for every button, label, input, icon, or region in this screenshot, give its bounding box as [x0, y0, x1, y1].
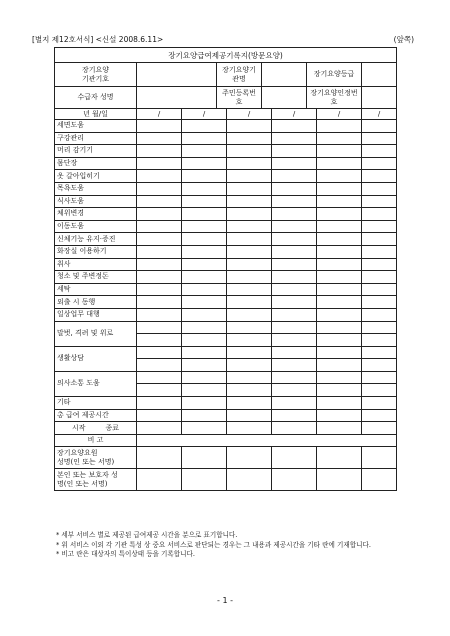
minutes-cell[interactable] [362, 258, 397, 271]
time-cell[interactable] [362, 422, 397, 435]
minutes-cell[interactable] [317, 271, 362, 284]
minutes-cell[interactable] [137, 195, 182, 208]
start-end-label [55, 422, 137, 435]
service-item-label: 신체기능 유지·증진 [55, 233, 137, 246]
minutes-cell[interactable] [272, 208, 317, 221]
minutes-cell[interactable] [182, 233, 227, 246]
minutes-cell[interactable] [182, 195, 227, 208]
minutes-cell[interactable] [317, 409, 362, 422]
resident-no-value[interactable] [262, 87, 307, 109]
minutes-cell[interactable] [137, 208, 182, 221]
minutes-cell[interactable] [137, 245, 182, 258]
minutes-cell[interactable] [227, 258, 272, 271]
table-row [55, 245, 397, 258]
minutes-cell[interactable] [182, 132, 227, 145]
other-label: 기타 [55, 397, 137, 410]
recipient-name-label: 수급자 성명 [55, 87, 137, 109]
minutes-cell[interactable] [362, 245, 397, 258]
minutes-cell[interactable] [227, 296, 272, 309]
minutes-cell[interactable] [182, 120, 227, 133]
minutes-cell[interactable] [272, 132, 317, 145]
recipient-name-value[interactable] [137, 87, 217, 109]
minutes-cell[interactable] [272, 397, 317, 410]
service-item-label: 화장실 이용하기 [55, 245, 137, 258]
minutes-cell[interactable] [182, 157, 227, 170]
minutes-cell[interactable] [182, 371, 227, 384]
service-item-label: 외출 시 동행 [55, 296, 137, 309]
recognition-no-value[interactable] [362, 87, 397, 109]
service-item-label: 일상업무 대행 [55, 308, 137, 321]
table-row [55, 157, 397, 170]
minutes-cell[interactable] [362, 132, 397, 145]
end-label: 종료 [105, 423, 120, 432]
table-row [55, 195, 397, 208]
note-3: * 비고 란은 대상자의 특이상태 등을 기록합니다. [56, 550, 195, 558]
minutes-cell[interactable] [137, 132, 182, 145]
caregiver-sign-label: 장기요양요원 성명(인 또는 서명) [55, 447, 137, 469]
minutes-cell[interactable] [227, 145, 272, 158]
form-number: [별지 제12호서식] <신설 2008.6.11> [32, 35, 164, 44]
minutes-cell[interactable] [182, 334, 227, 347]
table-row [55, 308, 397, 321]
service-item-label: 목욕도움 [55, 182, 137, 195]
minutes-cell[interactable] [272, 182, 317, 195]
note-2: * 위 서비스 이외 각 기관 특성 상 중요 서비스로 판단되는 경우는 그 내용과 제공시간을 기타 란에 기재합니다. [56, 540, 371, 549]
minutes-cell[interactable] [317, 346, 362, 359]
minutes-cell[interactable] [317, 384, 362, 397]
minutes-cell[interactable] [182, 346, 227, 359]
page-side: (앞쪽) [393, 35, 414, 44]
resident-no-label: 주민등록번 호 [217, 87, 262, 109]
service-item-label: 옷 갈아입히기 [55, 170, 137, 183]
minutes-cell[interactable] [272, 321, 317, 334]
minutes-cell[interactable] [227, 182, 272, 195]
note-1: * 세부 서비스 별로 제공된 급여제공 시간을 분으로 표기합니다. [56, 531, 238, 539]
minutes-cell[interactable] [137, 308, 182, 321]
institution-name-label: 장기요양기 관명 [217, 63, 262, 87]
date-column-header[interactable]: / [182, 109, 227, 120]
minutes-cell[interactable] [272, 283, 317, 296]
minutes-cell[interactable] [182, 321, 227, 334]
minutes-cell[interactable] [227, 283, 272, 296]
signature-cell[interactable] [362, 469, 397, 491]
minutes-cell[interactable] [137, 346, 182, 359]
minutes-cell[interactable] [137, 321, 182, 334]
minutes-cell[interactable] [137, 220, 182, 233]
service-item-label: 생활상담 [55, 346, 137, 371]
guardian-sign-label: 본인 또는 보호자 성 명(인 또는 서명) [55, 469, 137, 491]
minutes-cell[interactable] [137, 182, 182, 195]
minutes-cell[interactable] [362, 208, 397, 221]
time-cell[interactable] [317, 422, 362, 435]
table-row [55, 208, 397, 221]
table-row [55, 409, 397, 422]
institution-name-value[interactable] [262, 63, 307, 87]
minutes-cell[interactable] [137, 397, 182, 410]
service-item-label: 청소 및 주변정돈 [55, 271, 137, 284]
minutes-cell[interactable] [317, 397, 362, 410]
minutes-cell[interactable] [317, 157, 362, 170]
minutes-cell[interactable] [137, 145, 182, 158]
minutes-cell[interactable] [182, 258, 227, 271]
date-header: 년 월/일 [55, 109, 137, 120]
minutes-cell[interactable] [362, 271, 397, 284]
minutes-cell[interactable] [137, 271, 182, 284]
start-label: 시작 [71, 423, 86, 432]
minutes-cell[interactable] [137, 283, 182, 296]
institution-value[interactable] [137, 63, 217, 87]
institution-label: 장기요양 기관기호 [55, 63, 137, 87]
minutes-cell[interactable] [362, 296, 397, 309]
service-item-label: 말벗, 격려 및 위로 [55, 321, 137, 346]
minutes-cell[interactable] [182, 182, 227, 195]
signature-cell[interactable] [137, 447, 182, 469]
minutes-cell[interactable] [317, 245, 362, 258]
minutes-cell[interactable] [137, 157, 182, 170]
minutes-cell[interactable] [362, 308, 397, 321]
signature-cell[interactable] [137, 469, 182, 491]
minutes-cell[interactable] [272, 359, 317, 372]
minutes-cell[interactable] [272, 334, 317, 347]
table-row [55, 397, 397, 410]
minutes-cell[interactable] [362, 233, 397, 246]
minutes-cell[interactable] [182, 283, 227, 296]
minutes-cell[interactable] [137, 258, 182, 271]
form-header [32, 34, 418, 46]
minutes-cell[interactable] [362, 397, 397, 410]
minutes-cell[interactable] [182, 308, 227, 321]
minutes-cell[interactable] [272, 157, 317, 170]
minutes-cell[interactable] [362, 321, 397, 334]
time-cell[interactable] [137, 422, 182, 435]
minutes-cell[interactable] [362, 359, 397, 372]
minutes-cell[interactable] [362, 145, 397, 158]
minutes-cell[interactable] [317, 208, 362, 221]
date-column-header[interactable]: / [272, 109, 317, 120]
minutes-cell[interactable] [317, 233, 362, 246]
date-column-header[interactable]: / [227, 109, 272, 120]
signature-cell[interactable] [362, 447, 397, 469]
service-item-label: 세탁 [55, 283, 137, 296]
table-row [55, 132, 397, 145]
minutes-cell[interactable] [272, 409, 317, 422]
minutes-cell[interactable] [272, 220, 317, 233]
minutes-cell[interactable] [182, 220, 227, 233]
minutes-cell[interactable] [227, 271, 272, 284]
minutes-cell[interactable] [227, 384, 272, 397]
date-column-header[interactable]: / [137, 109, 182, 120]
minutes-cell[interactable] [137, 334, 182, 347]
minutes-cell[interactable] [272, 145, 317, 158]
minutes-cell[interactable] [362, 170, 397, 183]
signature-cell[interactable] [317, 447, 362, 469]
table-row [55, 258, 397, 271]
minutes-cell[interactable] [227, 170, 272, 183]
minutes-cell[interactable] [227, 321, 272, 334]
minutes-cell[interactable] [137, 170, 182, 183]
minutes-cell[interactable] [137, 371, 182, 384]
date-column-header[interactable]: / [362, 109, 397, 120]
minutes-cell[interactable] [227, 371, 272, 384]
minutes-cell[interactable] [362, 371, 397, 384]
minutes-cell[interactable] [272, 258, 317, 271]
care-record-table [54, 47, 397, 491]
table-row [55, 120, 397, 133]
signature-cell[interactable] [182, 447, 227, 469]
remarks-label: 비 고 [55, 434, 137, 447]
page-number: - 1 - [217, 596, 233, 605]
minutes-cell[interactable] [182, 271, 227, 284]
time-cell[interactable] [182, 422, 227, 435]
time-cell[interactable] [272, 422, 317, 435]
minutes-cell[interactable] [272, 245, 317, 258]
minutes-cell[interactable] [227, 359, 272, 372]
minutes-cell[interactable] [182, 384, 227, 397]
minutes-cell[interactable] [227, 120, 272, 133]
minutes-cell[interactable] [317, 170, 362, 183]
minutes-cell[interactable] [182, 296, 227, 309]
minutes-cell[interactable] [272, 271, 317, 284]
minutes-cell[interactable] [362, 384, 397, 397]
minutes-cell[interactable] [227, 346, 272, 359]
service-item-label: 취사 [55, 258, 137, 271]
minutes-cell[interactable] [272, 371, 317, 384]
table-row [55, 145, 397, 158]
minutes-cell[interactable] [362, 120, 397, 133]
minutes-cell[interactable] [362, 220, 397, 233]
minutes-cell[interactable] [182, 145, 227, 158]
minutes-cell[interactable] [272, 346, 317, 359]
minutes-cell[interactable] [317, 308, 362, 321]
minutes-cell[interactable] [317, 220, 362, 233]
minutes-cell[interactable] [227, 409, 272, 422]
minutes-cell[interactable] [362, 334, 397, 347]
service-item-label: 세면도움 [55, 120, 137, 133]
minutes-cell[interactable] [317, 283, 362, 296]
signature-cell[interactable] [227, 447, 272, 469]
notes [56, 531, 396, 560]
minutes-cell[interactable] [227, 245, 272, 258]
minutes-cell[interactable] [272, 308, 317, 321]
minutes-cell[interactable] [317, 296, 362, 309]
service-item-label: 이동도움 [55, 220, 137, 233]
minutes-cell[interactable] [272, 170, 317, 183]
table-row [55, 271, 397, 284]
recognition-no-label: 장기요양인정번 호 [307, 87, 362, 109]
minutes-cell[interactable] [137, 409, 182, 422]
minutes-cell[interactable] [227, 208, 272, 221]
minutes-cell[interactable] [182, 208, 227, 221]
service-item-label: 식사도움 [55, 195, 137, 208]
grade-label: 장기요양등급 [307, 63, 362, 87]
minutes-cell[interactable] [317, 359, 362, 372]
minutes-cell[interactable] [317, 334, 362, 347]
minutes-cell[interactable] [182, 245, 227, 258]
minutes-cell[interactable] [317, 145, 362, 158]
table-row [55, 170, 397, 183]
minutes-cell[interactable] [227, 334, 272, 347]
total-time-label: 총 급여 제공시간 [55, 409, 137, 422]
minutes-cell[interactable] [272, 195, 317, 208]
minutes-cell[interactable] [317, 371, 362, 384]
minutes-cell[interactable] [362, 195, 397, 208]
service-item-label: 머리 감기기 [55, 145, 137, 158]
minutes-cell[interactable] [182, 409, 227, 422]
form-title: 장기요양급여제공기록지(방문요양) [55, 48, 397, 63]
date-column-header[interactable]: / [317, 109, 362, 120]
signature-cell[interactable] [227, 469, 272, 491]
remarks-value[interactable] [137, 434, 397, 447]
minutes-cell[interactable] [362, 157, 397, 170]
service-item-label: 몸단장 [55, 157, 137, 170]
minutes-cell[interactable] [272, 384, 317, 397]
table-row [55, 220, 397, 233]
service-item-label: 구강관리 [55, 132, 137, 145]
table-row [55, 283, 397, 296]
minutes-cell[interactable] [272, 233, 317, 246]
minutes-cell[interactable] [227, 157, 272, 170]
minutes-cell[interactable] [272, 296, 317, 309]
signature-cell[interactable] [272, 447, 317, 469]
signature-cell[interactable] [317, 469, 362, 491]
service-item-label: 체위변경 [55, 208, 137, 221]
minutes-cell[interactable] [362, 283, 397, 296]
time-cell[interactable] [227, 422, 272, 435]
signature-cell[interactable] [272, 469, 317, 491]
signature-cell[interactable] [182, 469, 227, 491]
minutes-cell[interactable] [227, 397, 272, 410]
minutes-cell[interactable] [137, 359, 182, 372]
minutes-cell[interactable] [317, 321, 362, 334]
minutes-cell[interactable] [317, 120, 362, 133]
minutes-cell[interactable] [137, 120, 182, 133]
minutes-cell[interactable] [362, 346, 397, 359]
minutes-cell[interactable] [137, 384, 182, 397]
minutes-cell[interactable] [227, 233, 272, 246]
table-row [55, 182, 397, 195]
minutes-cell[interactable] [182, 359, 227, 372]
minutes-cell[interactable] [317, 182, 362, 195]
minutes-cell[interactable] [362, 409, 397, 422]
minutes-cell[interactable] [137, 233, 182, 246]
table-row [55, 296, 397, 309]
minutes-cell[interactable] [272, 120, 317, 133]
table-row [55, 233, 397, 246]
minutes-cell[interactable] [227, 308, 272, 321]
minutes-cell[interactable] [227, 132, 272, 145]
minutes-cell[interactable] [137, 296, 182, 309]
minutes-cell[interactable] [182, 397, 227, 410]
service-item-label: 의사소통 도움 [55, 371, 137, 396]
minutes-cell[interactable] [182, 170, 227, 183]
minutes-cell[interactable] [227, 195, 272, 208]
minutes-cell[interactable] [227, 220, 272, 233]
minutes-cell[interactable] [317, 132, 362, 145]
minutes-cell[interactable] [317, 195, 362, 208]
minutes-cell[interactable] [317, 258, 362, 271]
minutes-cell[interactable] [362, 182, 397, 195]
grade-value[interactable] [362, 63, 397, 87]
